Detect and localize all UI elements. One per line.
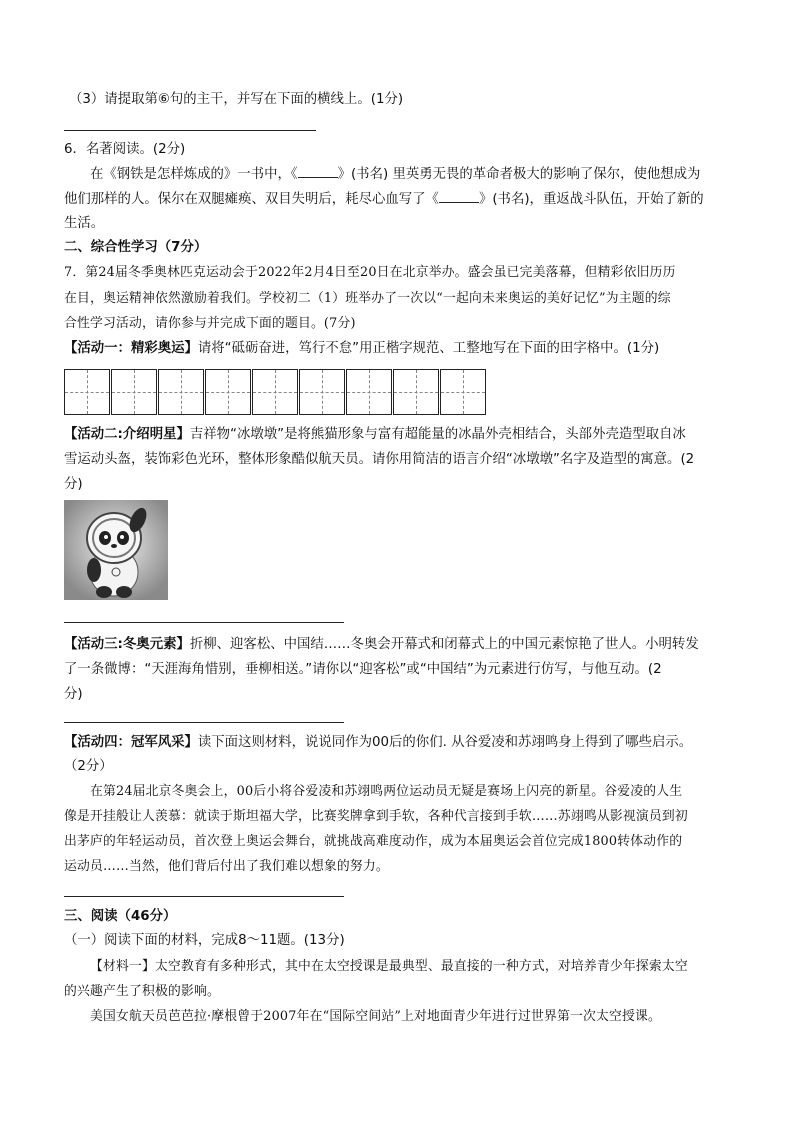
activity-2-line-2: 雪运动头盔，装饰彩色光环，整体形象酷似航天员。请你用简洁的语言介绍“冰墩墩”名字及造型的寓意。(2 bbox=[64, 452, 695, 467]
material-line-4: 运动员……当然，他们背后付出了我们难以想象的努力。 bbox=[64, 859, 389, 874]
section-3-heading: 三、阅读（46分） bbox=[64, 909, 177, 924]
activity-2-line-1: 【活动二:介绍明星】吉祥物“冰墩墩”是将熊猫形象与富有超能量的冰晶外壳相结合，头部外壳造型取自冰 bbox=[64, 427, 686, 442]
answer-line bbox=[64, 896, 344, 897]
tianzige-cell[interactable] bbox=[64, 369, 110, 415]
tianzige-cell[interactable] bbox=[252, 369, 298, 415]
q6-title: 6．名著阅读。(2分) bbox=[64, 142, 186, 157]
answer-line bbox=[64, 130, 316, 131]
q6-line-2: 他们那样的人。保尔在双腿瘫痪、双目失明后，耗尽心血写了《 》(书名)，重返战斗队伍，开始了新的 bbox=[64, 192, 704, 207]
material-line-2: 像是开挂般让人羡慕：就读于斯坦福大学，比赛奖牌拿到手软，各种代言接到手软……苏翊鸣从影视演员到初 bbox=[64, 809, 688, 824]
tianzige-cell[interactable] bbox=[346, 369, 392, 415]
tianzige-grid bbox=[64, 369, 486, 415]
tianzige-cell[interactable] bbox=[205, 369, 251, 415]
tianzige-cell[interactable] bbox=[440, 369, 486, 415]
activity-3-line-2: 了一条微博：“天涯海角惜别，垂柳相送。”请你以“迎客松”或“中国结”为元素进行仿写，与他互动。(2 bbox=[64, 662, 662, 677]
book-title-blank-1[interactable] bbox=[298, 165, 338, 178]
tianzige-cell[interactable] bbox=[158, 369, 204, 415]
section-2-heading: 二、综合性学习（7分） bbox=[64, 240, 208, 255]
part-1-heading: （一）阅读下面的材料，完成8～11题。(13分) bbox=[64, 933, 345, 948]
material-line-3: 出茅庐的年轻运动员，首次登上奥运会舞台，就挑战高难度动作，成为本届奥运会首位完成1800转体动作的 bbox=[64, 834, 683, 849]
material-1-line-1: 【材料一】太空教育有多种形式，其中在太空授课是最典型、最直接的一种方式，对培养青少年探索太空 bbox=[90, 959, 688, 974]
book-title-blank-2[interactable] bbox=[439, 190, 479, 203]
q6-line-3: 生活。 bbox=[64, 216, 105, 231]
material-1-line-2: 的兴趣产生了积极的影响。 bbox=[64, 984, 220, 999]
activity-2-line-3: 分) bbox=[64, 477, 83, 492]
q7-line-1: 7．第24届冬季奥林匹克运动会于2022年2月4日至20日在北京举办。盛会虽已完美落幕，但精彩依旧历历 bbox=[64, 265, 676, 280]
q5-3-prompt: （3）请提取第⑥句的主干，并写在下面的横线上。(1分) bbox=[69, 92, 404, 107]
answer-line bbox=[64, 722, 344, 723]
bing-dwen-dwen-image bbox=[64, 500, 168, 600]
q7-line-3: 合性学习活动，请你参与并完成下面的题目。(7分) bbox=[64, 316, 356, 331]
q6-line-1: 在《钢铁是怎样炼成的》一书中，《 》(书名) 里英勇无畏的革命者极大的影响了保尔，使他想成为 bbox=[90, 167, 701, 182]
activity-4-line-1: 【活动四：冠军风采】读下面这则材料，说说同作为00后的你们. 从谷爱凌和苏翊鸣身上得到了哪些启示。 bbox=[64, 735, 693, 750]
tianzige-cell[interactable] bbox=[299, 369, 345, 415]
activity-3-line-1: 【活动三:冬奥元素】折柳、迎客松、中国结……冬奥会开幕式和闭幕式上的中国元素惊艳了世人。小明转发 bbox=[64, 637, 699, 652]
tianzige-cell[interactable] bbox=[393, 369, 439, 415]
material-1-line-3: 美国女航天员芭芭拉·摩根曾于2007年在“国际空间站”上对地面青少年进行过世界第一次太空授课。 bbox=[90, 1009, 661, 1024]
activity-3-line-3: 分) bbox=[64, 687, 83, 702]
activity-1: 【活动一：精彩奥运】请将“砥砺奋进，笃行不怠”用正楷字规范、工整地写在下面的田字格中。(1分) bbox=[64, 341, 660, 356]
answer-line bbox=[64, 622, 344, 623]
material-line-1: 在第24届北京冬奥会上，00后小将谷爱凌和苏翊鸣两位运动员无疑是赛场上闪亮的新星。谷爱凌的人生 bbox=[90, 784, 683, 799]
tianzige-cell[interactable] bbox=[111, 369, 157, 415]
q7-line-2: 在目，奥运精神依然激励着我们。学校初二（1）班举办了一次以“一起向未来奥运的美好记忆”为主题的综 bbox=[64, 291, 671, 306]
activity-4-line-2: （2分） bbox=[64, 759, 113, 774]
